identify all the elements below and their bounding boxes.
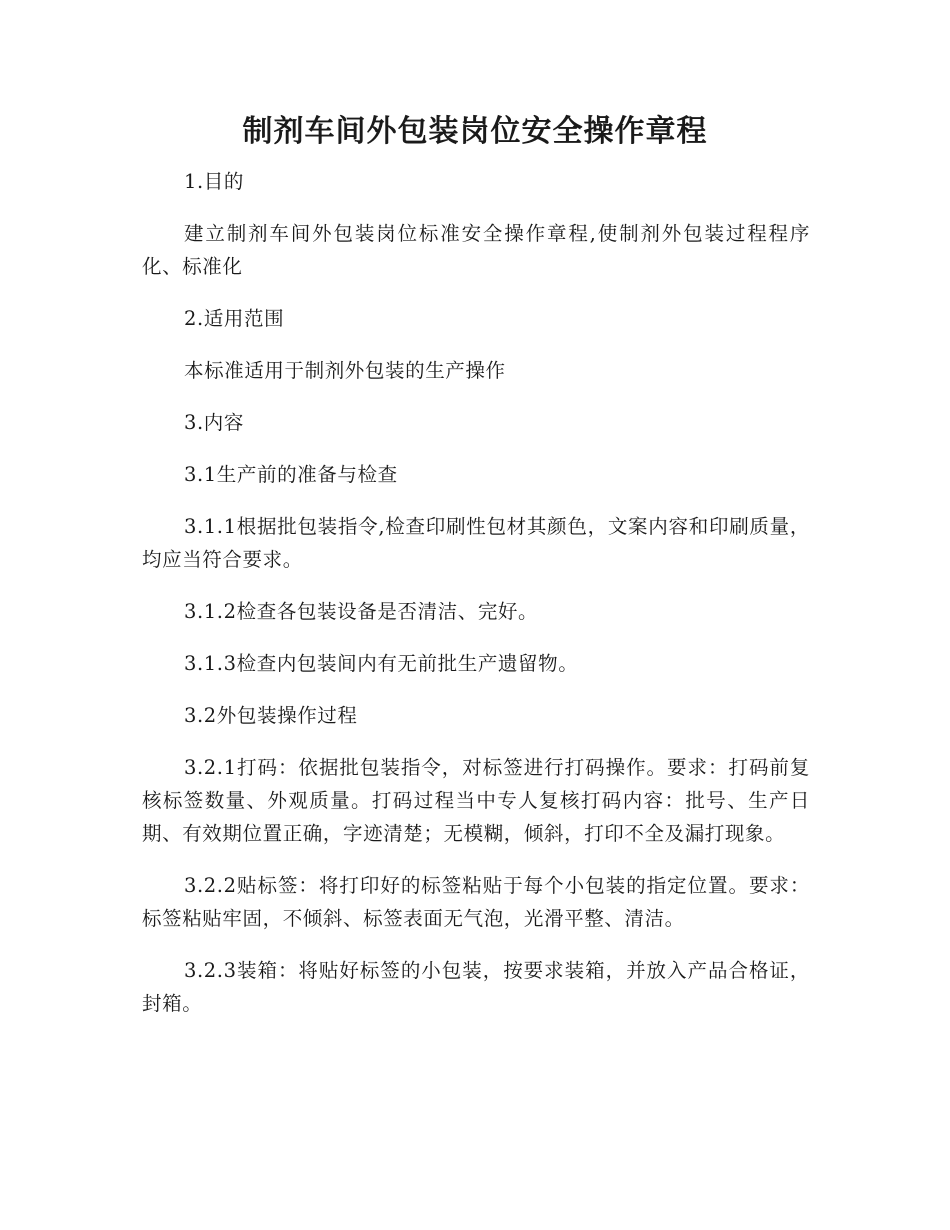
paragraph-section-3-2-1: 3.2.1打码：依据批包装指令，对标签进行打码操作。要求：打码前复核标签数量、外观质量。打码过程当中专人复核打码内容：批号、生产日期、有效期位置正确，字迹清楚；无模糊，倾斜，打印不全及漏打现象。: [142, 756, 810, 845]
document-body: [142, 165, 810, 1039]
paragraph-scope-text: 本标准适用于制剂外包装的生产操作: [184, 359, 506, 382]
paragraph-section-3-2-2: 3.2.2贴标签：将打印好的标签粘贴于每个小包装的指定位置。要求：标签粘贴牢固，不倾斜、标签表面无气泡，光滑平整、清洁。: [142, 874, 810, 930]
paragraph-section-3-1: 3.1生产前的准备与检查: [184, 463, 398, 486]
paragraph-purpose-heading: 1.目的: [184, 170, 245, 193]
document-title: 制剂车间外包装岗位安全操作章程: [242, 114, 708, 149]
paragraph-purpose-text: 建立制剂车间外包装岗位标准安全操作章程,使制剂外包装过程程序化、标准化: [142, 222, 810, 278]
paragraph-scope-heading: 2.适用范围: [184, 307, 285, 330]
paragraph-section-3-1-1: 3.1.1根据批包装指令,检查印刷性包材其颜色，文案内容和印刷质量，均应当符合要求。: [142, 515, 810, 571]
paragraph-section-3-2-3: 3.2.3装箱：将贴好标签的小包装，按要求装箱，并放入产品合格证，封箱。: [142, 959, 810, 1015]
paragraph-content-heading: 3.内容: [184, 411, 245, 434]
paragraph-section-3-1-3: 3.1.3检查内包装间内有无前批生产遗留物。: [184, 652, 579, 675]
paragraph-section-3-1-2: 3.1.2检查各包装设备是否清洁、完好。: [184, 600, 539, 623]
paragraph-section-3-2: 3.2外包装操作过程: [184, 704, 358, 727]
